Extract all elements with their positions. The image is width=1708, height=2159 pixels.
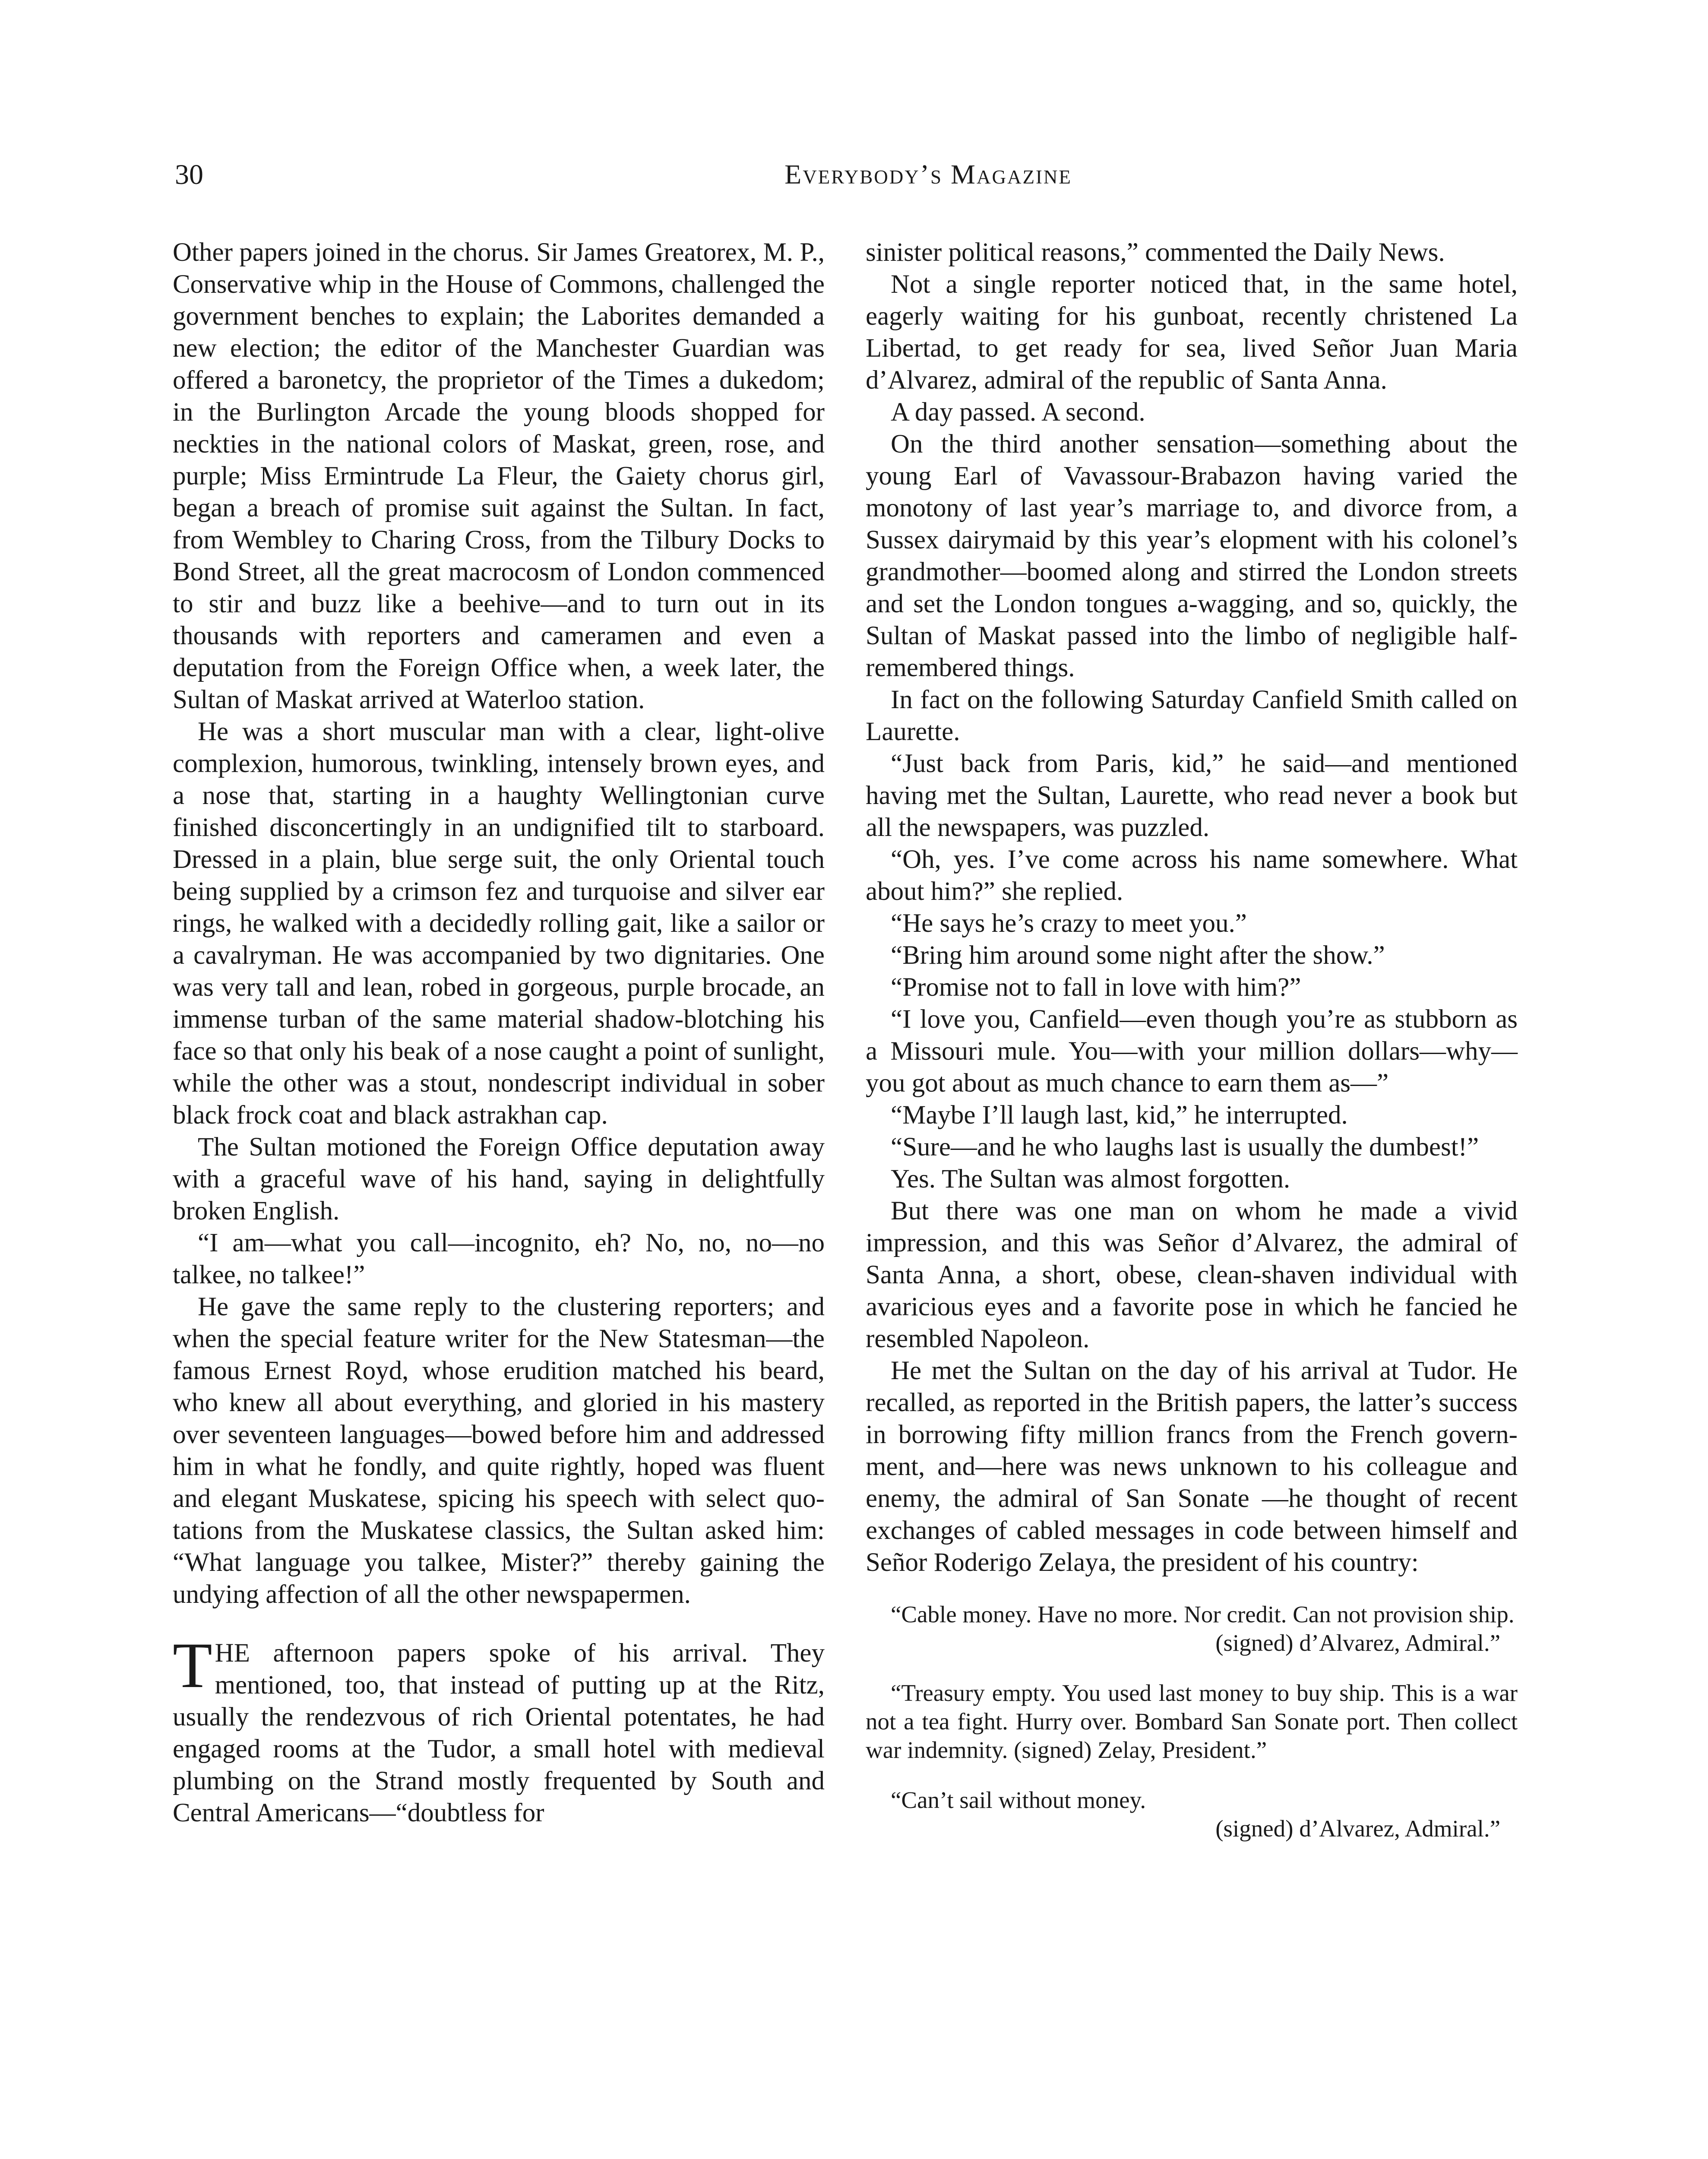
cable-message xyxy=(866,1679,1518,1764)
cable-body: “Treasury empty. You used last money to buy ship. This is a war not a tea fight. Hurry over. Bombard San Sonate port. Then collect war indemnity. (signed) Zelay, President.” xyxy=(866,1680,1518,1763)
paragraph: “Sure—and he who laughs last is usually the dumbest!” xyxy=(891,1133,1479,1162)
section-start-paragraph xyxy=(173,1630,825,1829)
paragraph: He was a short muscular man with a clear, light-olive complexion, humorous, twinkling, intensely brown eyes, and a nose that, starting in a haughty Wellingtonian curve finished disconcertingly in an undignified tilt to starboard. Dressed in a plain, blue serge suit, the only Oriental touch being supplied by a crimson fez and turquoise and silver ear rings, he walked with a decidedly rolling gait, like a sailor or a cavalryman. He was accompanied by two dignitaries. One was very tall and lean, robed in gorgeous, purple brocade, an immense turban of the same material shadow-blotching his face so that only his beak of a nose caught a point of sunlight, while the other was a stout, nondescript individual in sober black frock coat and black astrakhan cap. xyxy=(173,717,825,1130)
paragraph: He met the Sultan on the day of his arrival at Tudor. He recalled, as reported in the British papers, the latter’s success in borrowing fifty million francs from the French government, and—here was news unknown to his colleague and enemy, the admiral of San Sonate —he thought of recent exchanges of cabled messages in code between himself and Señor Roderigo Zelaya, the president of his country: xyxy=(866,1356,1518,1577)
paragraph: “Maybe I’ll laugh last, kid,” he interrupted. xyxy=(891,1101,1348,1130)
paragraph: Not a single reporter noticed that, in the same hotel, eagerly waiting for his gunboat, recently christened La Libertad, to get ready for sea, lived Señor Juan Maria d’Alvarez, admiral of the republic of Santa Anna. xyxy=(866,270,1518,395)
cable-signature: (signed) d’Alvarez, Admiral.” xyxy=(1215,1815,1500,1842)
paragraph: He gave the same reply to the clustering reporters; and when the special feature writer for the New Statesman—the famous Ernest Royd, whose erudition matched his beard, who knew all about everything, and gloried in his mastery over seventeen languages—bowed before him and addressed him in what he fondly, and quite rightly, hoped was fluent and elegant Muskatese, spicing his speech with select quotations from the Muskatese classics, the Sultan asked him: “What language you talkee, Mister?” thereby gaining the undying affection of all the other newspapermen. xyxy=(173,1292,825,1609)
paragraph: “I am—what you call—incognito, eh? No, no, no—no talkee, no talkee!” xyxy=(173,1228,825,1289)
paragraph: “I love you, Canfield—even though you’re as stubborn as a Missouri mule. You—with your million dollars—why—you got about as much chance to earn them as—” xyxy=(866,1005,1518,1098)
cable-message xyxy=(866,1600,1518,1657)
paragraph: In fact on the following Saturday Canfield Smith called on Laurette. xyxy=(866,685,1518,746)
paragraph: sinister political reasons,” commented the Daily News. xyxy=(866,238,1445,267)
paragraph: Other papers joined in the chorus. Sir James Greatorex, M. P., Conservative whip in the House of Commons, challenged the government benches to explain; the Laborites demanded a new election; the editor of the Manchester Guardian was offered a baronetcy, the proprietor of the Times a dukedom; in the Burlington Arcade the young bloods shopped for neckties in the national colors of Maskat, green, rose, and purple; Miss Ermintrude La Fleur, the Gaiety chorus girl, began a breach of promise suit against the Sultan. In fact, from Wembley to Charing Cross, from the Tilbury Docks to Bond Street, all the great macrocosm of London commenced to stir and buzz like a beehive—and to turn out in its thousands with reporters and cameramen and even a deputation from the Foreign Office when, a week later, the Sultan of Maskat arrived at Waterloo station. xyxy=(173,238,825,714)
paragraph: “He says he’s crazy to meet you.” xyxy=(891,909,1247,938)
paragraph: The Sultan motioned the Foreign Office deputation away with a graceful wave of his hand, saying in delightfully broken English. xyxy=(173,1133,825,1225)
paragraph: “Oh, yes. I’ve come across his name somewhere. What about him?” she replied. xyxy=(866,845,1518,906)
page-number: 30 xyxy=(175,159,203,190)
paragraph: A day passed. A second. xyxy=(891,398,1145,427)
paragraph: On the third another sensation—something about the young Earl of Vavassour-Brabazon having varied the monotony of last year’s marriage to, and divorce from, a Sussex dairymaid by this year’s elopment with his colonel’s grandmother—boomed along and stirred the London streets and set the London tongues a-wagging, and so, quickly, the Sultan of Maskat passed into the limbo of negligible half-remembered things. xyxy=(866,430,1518,682)
left-column xyxy=(173,237,825,1829)
paragraph: But there was one man on whom he made a vivid impression, and this was Señor d’Alvarez, the admiral of Santa Anna, a short, obese, clean-shaven individual with avaricious eyes and a favorite pose in which he fancied he resembled Napoleon. xyxy=(866,1197,1518,1353)
paragraph: “Just back from Paris, kid,” he said—and mentioned having met the Sultan, Laurette, who read never a book but all the newspapers, was puzzled. xyxy=(866,749,1518,842)
paragraph: “Promise not to fall in love with him?” xyxy=(891,973,1301,1002)
cable-signature: (signed) d’Alvarez, Admiral.” xyxy=(1215,1630,1500,1656)
right-column xyxy=(866,237,1518,1843)
drop-cap: T xyxy=(173,1630,212,1701)
cable-message xyxy=(866,1786,1518,1843)
section-text: HE afternoon papers spoke of his arrival. They mentioned, too, that instead of putting up at the Ritz, usually the rendezvous of rich Oriental potentates, he had engaged rooms at the Tudor, a small hotel with medieval plumbing on the Strand mostly frequented by South and Central Americans—“doubtless for xyxy=(173,1639,825,1827)
cable-body: “Cable money. Have no more. Nor credit. Can not provision ship. xyxy=(891,1601,1515,1627)
cable-body: “Can’t sail without money. xyxy=(891,1787,1146,1813)
running-title: Everybody’s Magazine xyxy=(784,159,1072,190)
paragraph: “Bring him around some night after the show.” xyxy=(891,941,1385,970)
paragraph: Yes. The Sultan was almost forgotten. xyxy=(891,1165,1290,1193)
